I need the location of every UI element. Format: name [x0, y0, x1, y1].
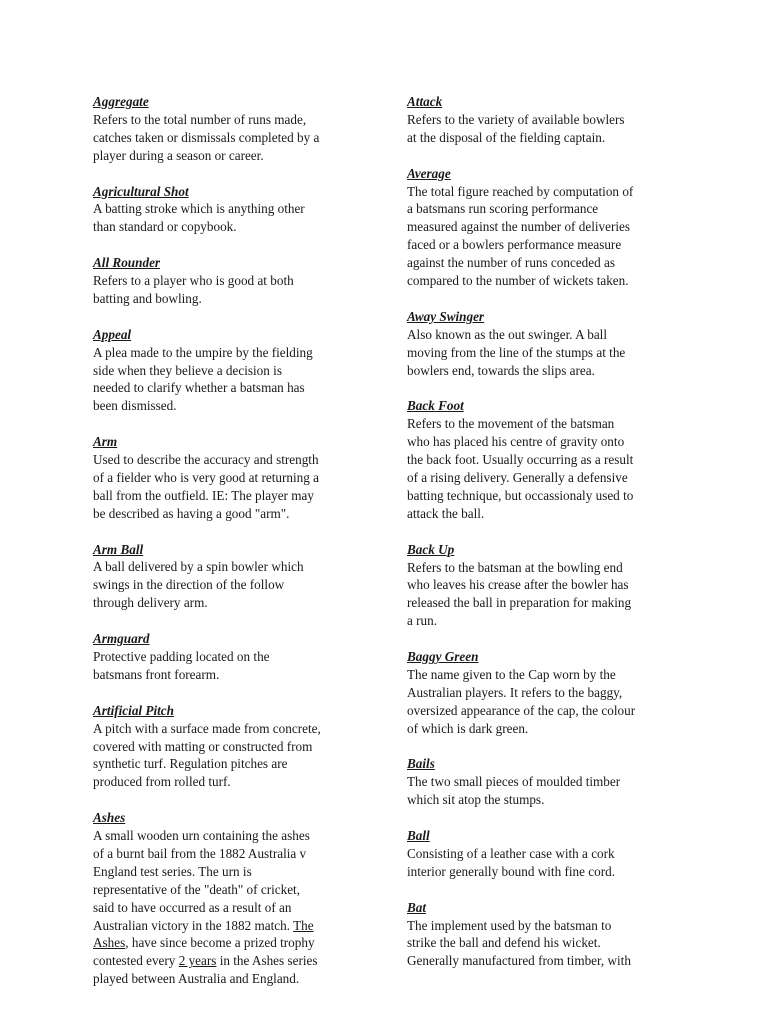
text-run: contested every: [93, 953, 179, 969]
term-back-foot: Back Foot: [407, 398, 464, 414]
definition: [407, 111, 697, 147]
definition-line: The total figure reached by computation of: [407, 183, 634, 199]
definition: [407, 559, 697, 631]
definition: [407, 326, 697, 380]
definition-line: The two small pieces of moulded timber: [407, 774, 621, 790]
definition-line: of a rising delivery. Generally a defensive: [407, 469, 628, 485]
definition-line: produced from rolled turf.: [93, 774, 231, 790]
term-arm-ball: Arm Ball: [93, 541, 144, 557]
text-run: , have since become a prized trophy: [125, 935, 315, 951]
definition: [407, 666, 697, 738]
definition-line: Refers to the movement of the batsman: [407, 416, 615, 432]
term-arm: Arm: [93, 434, 118, 450]
definition-line: oversized appearance of the cap, the colour: [407, 702, 636, 718]
term-ball: Ball: [407, 828, 430, 844]
glossary-entry: [407, 93, 697, 147]
definition: [407, 845, 697, 881]
definition-line: A small wooden urn containing the ashes: [93, 828, 310, 844]
definition: [93, 344, 373, 416]
glossary-entry: [93, 809, 373, 988]
glossary-entry: [407, 165, 697, 290]
definition-line: A pitch with a surface made from concrete,: [93, 720, 321, 736]
term-ashes: Ashes: [93, 810, 126, 826]
definition-line: The implement used by the batsman to: [407, 917, 612, 933]
definition-line: been dismissed.: [93, 398, 177, 414]
definition-line: which sit atop the stumps.: [407, 792, 545, 808]
glossary-entry: [407, 308, 697, 380]
definition-line: the back foot. Usually occurring as a result: [407, 452, 634, 468]
definition-line: Consisting of a leather case with a cork: [407, 845, 615, 861]
glossary-entry: [407, 397, 697, 522]
definition: [93, 648, 373, 684]
left-column: [93, 93, 373, 1006]
underlined-text: Ashes: [93, 935, 126, 951]
definition-line: Used to describe the accuracy and strength: [93, 452, 319, 468]
glossary-entry: [93, 702, 373, 792]
definition-line: representative of the "death" of cricket,: [93, 881, 301, 897]
definition-line: A ball delivered by a spin bowler which: [93, 559, 304, 575]
definition-line: played between Australia and England.: [93, 971, 300, 987]
term-bat: Bat: [407, 899, 427, 915]
definition-line: a run.: [407, 613, 438, 629]
definition-line: said to have occurred as a result of an: [93, 899, 292, 915]
glossary-entry: [93, 326, 373, 416]
definition-line: batsmans front forearm.: [93, 666, 220, 682]
definition: [407, 917, 697, 971]
definition-line: Refers to a player who is good at both: [93, 273, 294, 289]
term-average: Average: [407, 165, 451, 181]
glossary-entry: [93, 93, 373, 165]
glossary-entry: [93, 541, 373, 613]
definition-line: Protective padding located on the: [93, 649, 270, 664]
term-back-up: Back Up: [407, 541, 455, 557]
term-baggy-green: Baggy Green: [407, 649, 479, 665]
glossary-entry: [407, 541, 697, 631]
definition-line: bowlers end, towards the slips area.: [407, 362, 595, 378]
definition-line: synthetic turf. Regulation pitches are: [93, 756, 288, 772]
term-armguard: Armguard: [93, 631, 150, 647]
definition: [93, 451, 373, 523]
definition-line: of a fielder who is very good at returning a: [93, 469, 319, 485]
underlined-text: The: [293, 917, 314, 933]
definition-line: A batting stroke which is anything other: [93, 201, 305, 217]
definition-line: against the number of runs conceded as: [407, 255, 615, 271]
term-appeal: Appeal: [93, 326, 132, 342]
definition-line: swings in the direction of the follow: [93, 577, 285, 593]
definition-line: batting technique, but occassionaly used to: [407, 487, 634, 503]
definition-line: of which is dark green.: [407, 720, 529, 736]
definition: [407, 183, 697, 290]
definition-line: batting and bowling.: [93, 290, 202, 306]
definition-line: through delivery arm.: [93, 595, 208, 611]
term-bails: Bails: [407, 756, 435, 772]
definition-line: strike the ball and defend his wicket.: [407, 935, 601, 951]
definition-line: [93, 952, 373, 970]
definition-line: player during a season or career.: [93, 147, 264, 163]
definition-line: measured against the number of deliveries: [407, 219, 631, 235]
definition: [407, 415, 697, 522]
glossary-entry: [93, 254, 373, 308]
term-all-rounder: All Rounder: [93, 255, 161, 271]
definition-line: who has placed his centre of gravity onto: [407, 434, 625, 450]
definition-line: than standard or copybook.: [93, 219, 237, 235]
term-attack: Attack: [407, 94, 443, 109]
text-run: Australian victory in the 1882 match.: [93, 917, 294, 933]
definition-line: faced or a bowlers performance measure: [407, 237, 622, 253]
definition-line: Australian players. It refers to the baggy,: [407, 684, 623, 700]
glossary-entry: [407, 899, 697, 971]
definition-line: Generally manufactured from timber, with: [407, 953, 631, 969]
definition-line: who leaves his crease after the bowler has: [407, 577, 629, 593]
definition-line: side when they believe a decision is: [93, 362, 282, 378]
definition: [93, 827, 373, 988]
text-run: in the Ashes series: [216, 953, 318, 969]
definition: [407, 773, 697, 809]
definition-line: Also known as the out swinger. A ball: [407, 326, 607, 342]
glossary-entry: [93, 433, 373, 523]
glossary-entry: [407, 827, 697, 881]
definition-line: A plea made to the umpire by the fielding: [93, 344, 313, 360]
definition-line: attack the ball.: [407, 505, 485, 521]
definition-line: [93, 934, 373, 952]
definition-line: Refers to the batsman at the bowling end: [407, 559, 623, 575]
definition: [93, 111, 373, 165]
definition: [93, 272, 373, 308]
definition: [93, 720, 373, 792]
glossary-entry: [93, 630, 373, 684]
definition: [93, 558, 373, 612]
term-away-swinger: Away Swinger: [407, 308, 485, 324]
definition-line: be described as having a good "arm".: [93, 505, 290, 521]
glossary-entry: [93, 183, 373, 237]
definition-line: covered with matting or constructed from: [93, 738, 313, 754]
underlined-text: 2 years: [178, 953, 217, 969]
definition-line: interior generally bound with fine cord.: [407, 863, 616, 879]
definition: [93, 200, 373, 236]
definition-line: [93, 917, 373, 935]
definition-line: at the disposal of the fielding captain.: [407, 129, 606, 145]
definition-line: a batsmans run scoring performance: [407, 201, 599, 217]
right-column: [407, 93, 697, 988]
definition-line: released the ball in preparation for making: [407, 595, 632, 611]
term-agricultural-shot: Agricultural Shot: [93, 183, 189, 199]
definition-line: catches taken or dismissals completed by a: [93, 129, 320, 145]
term-artificial-pitch: Artificial Pitch: [93, 702, 174, 718]
definition-line: England test series. The urn is: [93, 863, 252, 879]
definition-line: needed to clarify whether a batsman has: [93, 380, 305, 396]
glossary-entry: [407, 648, 697, 738]
definition-line: The name given to the Cap worn by the: [407, 666, 616, 682]
definition-line: Refers to the variety of available bowlers: [407, 111, 625, 127]
definition-line: moving from the line of the stumps at the: [407, 344, 626, 360]
definition-line: compared to the number of wickets taken.: [407, 273, 629, 289]
definition-line: Refers to the total number of runs made,: [93, 111, 307, 127]
glossary-entry: [407, 755, 697, 809]
definition-line: ball from the outfield. IE: The player may: [93, 487, 314, 503]
term-aggregate: Aggregate: [93, 94, 149, 109]
definition-line: of a burnt bail from the 1882 Australia v: [93, 845, 307, 861]
